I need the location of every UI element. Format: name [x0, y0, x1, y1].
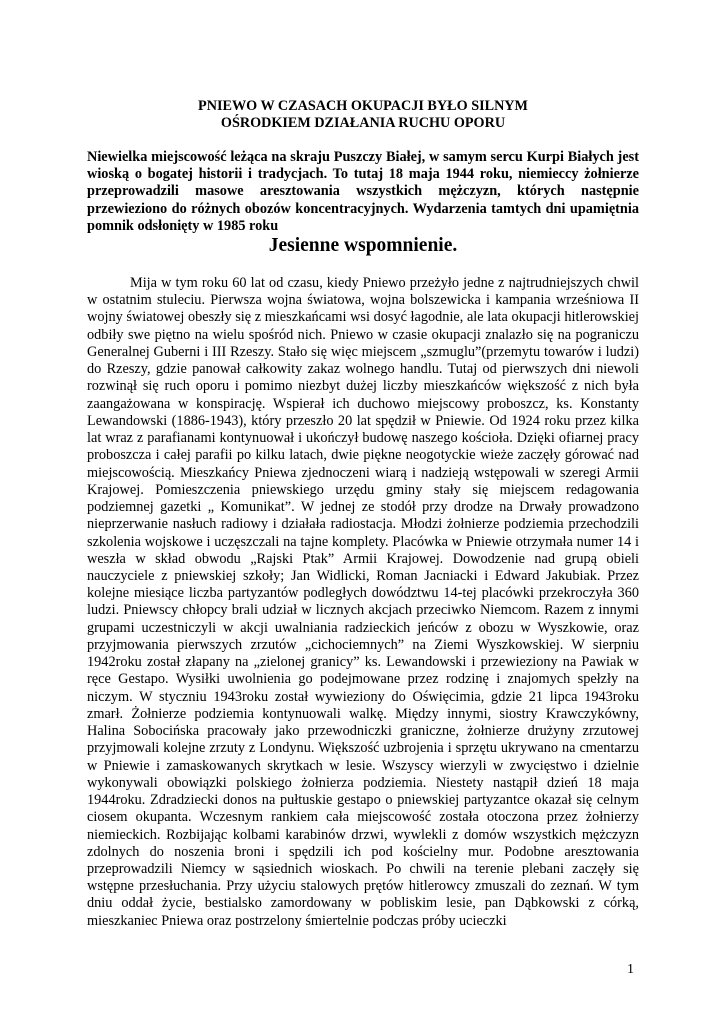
document-page	[87, 98, 639, 930]
article-heading-line-1: PNIEWO W CZASACH OKUPACJI BYŁO SILNYM	[198, 98, 528, 114]
lead-paragraph: Niewielka miejscowość leżąca na skraju Puszczy Białej, w samym sercu Kurpi Białych jest wioską o bogatej historii i tradycjach. To tutaj 18 maja 1944 roku, niemieccy żołnierze przeprowadzili masowe aresztowania wszystkich mężczyzn, których następnie przewieziono do różnych obozów koncentracyjnych. Wydarzenia tamtych dni upamiętnia pomnik odsłonięty w 1985 roku	[87, 149, 639, 234]
article-heading-line-2: OŚRODKIEM DZIAŁANIA RUCHU OPORU	[220, 115, 506, 131]
section-title: Jesienne wspomnienie.	[268, 235, 458, 257]
page-number: 1	[627, 962, 634, 977]
body-paragraph: Mija w tym roku 60 lat od czasu, kiedy Pniewo przeżyło jedne z najtrudniejszych chwil w ostatnim stuleciu. Pierwsza wojna światowa, wojna bolszewicka i kampania wrześniowa II wojny światowej obeszły się z mieszkańcami wsi dosyć łagodnie, ale lata okupacji hitlerowskiej odbiły swe piętno na wielu spośród nich. Pniewo w czasie okupacji znalazło się na pograniczu Generalnej Guberni i III Rzeszy. Stało się więc miejscem „szmuglu”(przemytu towarów i ludzi) do Rzeszy, gdzie panował całkowity zakaz wolnego handlu. Tutaj od pierwszych dni niewoli rozwinął się ruch oporu i pomimo niezbyt dużej liczby mieszkańców większość z nich była zaangażowana w konspirację. Wspierał ich duchowo miejscowy proboszcz, ks. Konstanty Lewandowski (1886-1943), który przeszło 20 lat spędził w Pniewie. Od 1924 roku przez kilka lat wraz z parafianami kontynuował i ukończył budowę naszego kościoła. Dzięki ofiarnej pracy proboszcza i całej parafii po kilku latach, dwie piękne neogotyckie wieże zaczęły górować nad miejscowością. Mieszkańcy Pniewa zjednoczeni wiarą i nadzieją wstępowali w szeregi Armii Krajowej. Pomieszczenia pniewskiego urzędu gminy stały się miejscem redagowania podziemnej gazetki „ Komunikat”. W jednej ze stodół przy drodze na Drwały prowadzono nieprzerwanie nasłuch radiowy i działała radiostacja. Młodzi żołnierze podziemia przechodzili szkolenia wojskowe i uczęszczali na tajne komplety. Placówka w Pniewie otrzymała numer 14 i weszła w skład obwodu „Rajski Ptak” Armii Krajowej. Dowodzenie nad grupą obieli nauczyciele z pniewskiej szkoły; Jan Widlicki, Roman Jacniacki i Edward Jakubiak. Przez kolejne miesiące liczba partyzantów podległych dowództwu 14-tej placówki przekroczyła 360 ludzi. Pniewscy chłopcy brali udział w licznych akcjach przeciwko Niemcom. Razem z innymi grupami uczestniczyli w akcji uwalniania radzieckich jeńców z obozu w Wyszkowie, oraz przyjmowania pierwszych zrzutów „cichociemnych” na Ziemi Wyszkowskiej. W sierpniu 1942roku został złapany na „zielonej granicy” ks. Lewandowski i przewieziony na Pawiak w ręce Gestapo. Wysiłki uwolnienia go podejmowane przez rodzinę i znajomych spełzły na niczym. W styczniu 1943roku został wywieziony do Oświęcimia, gdzie 21 lipca 1943roku zmarł. Żołnierze podziemia kontynuowali walkę. Między innymi, siostry Krawczykówny, Halina Sobocińska pracowały jako przewodniczki graniczne, żołnierze drużyny zrzutowej przyjmowali kolejne zrzuty z Londynu. Większość uzbrojenia i sprzętu ukrywano na cmentarzu w Pniewie i zamaskowanych skrytkach w lesie. Wszyscy wierzyli w zwycięstwo i dzielnie wykonywali obowiązki polskiego żołnierza podziemia. Niestety nastąpił dzień 18 maja 1944roku. Zdradziecki donos na pułtuskie gestapo o pniewskiej partyzantce okazał się celnym ciosem okupanta. Wczesnym rankiem cała miejscowość została otoczona przez żołnierzy niemieckich. Rozbijając kolbami karabinów drzwi, wywlekli z domów wszystkich mężczyzn zdolnych do noszenia broni i spędzili ich pod kościelny mur. Podobne aresztowania przeprowadzili Niemcy w sąsiednich wioskach. Po chwili na terenie plebani zaczęły się wstępne przesłuchania. Przy użyciu stalowych prętów hitlerowcy zmuszali do zeznań. W tym dniu oddał życie, bestialsko zamordowany w pobliskim lesie, pan Dąbkowski z córką, mieszkaniec Pniewa oraz postrzelony śmiertelnie podczas próby ucieczki	[87, 275, 639, 929]
